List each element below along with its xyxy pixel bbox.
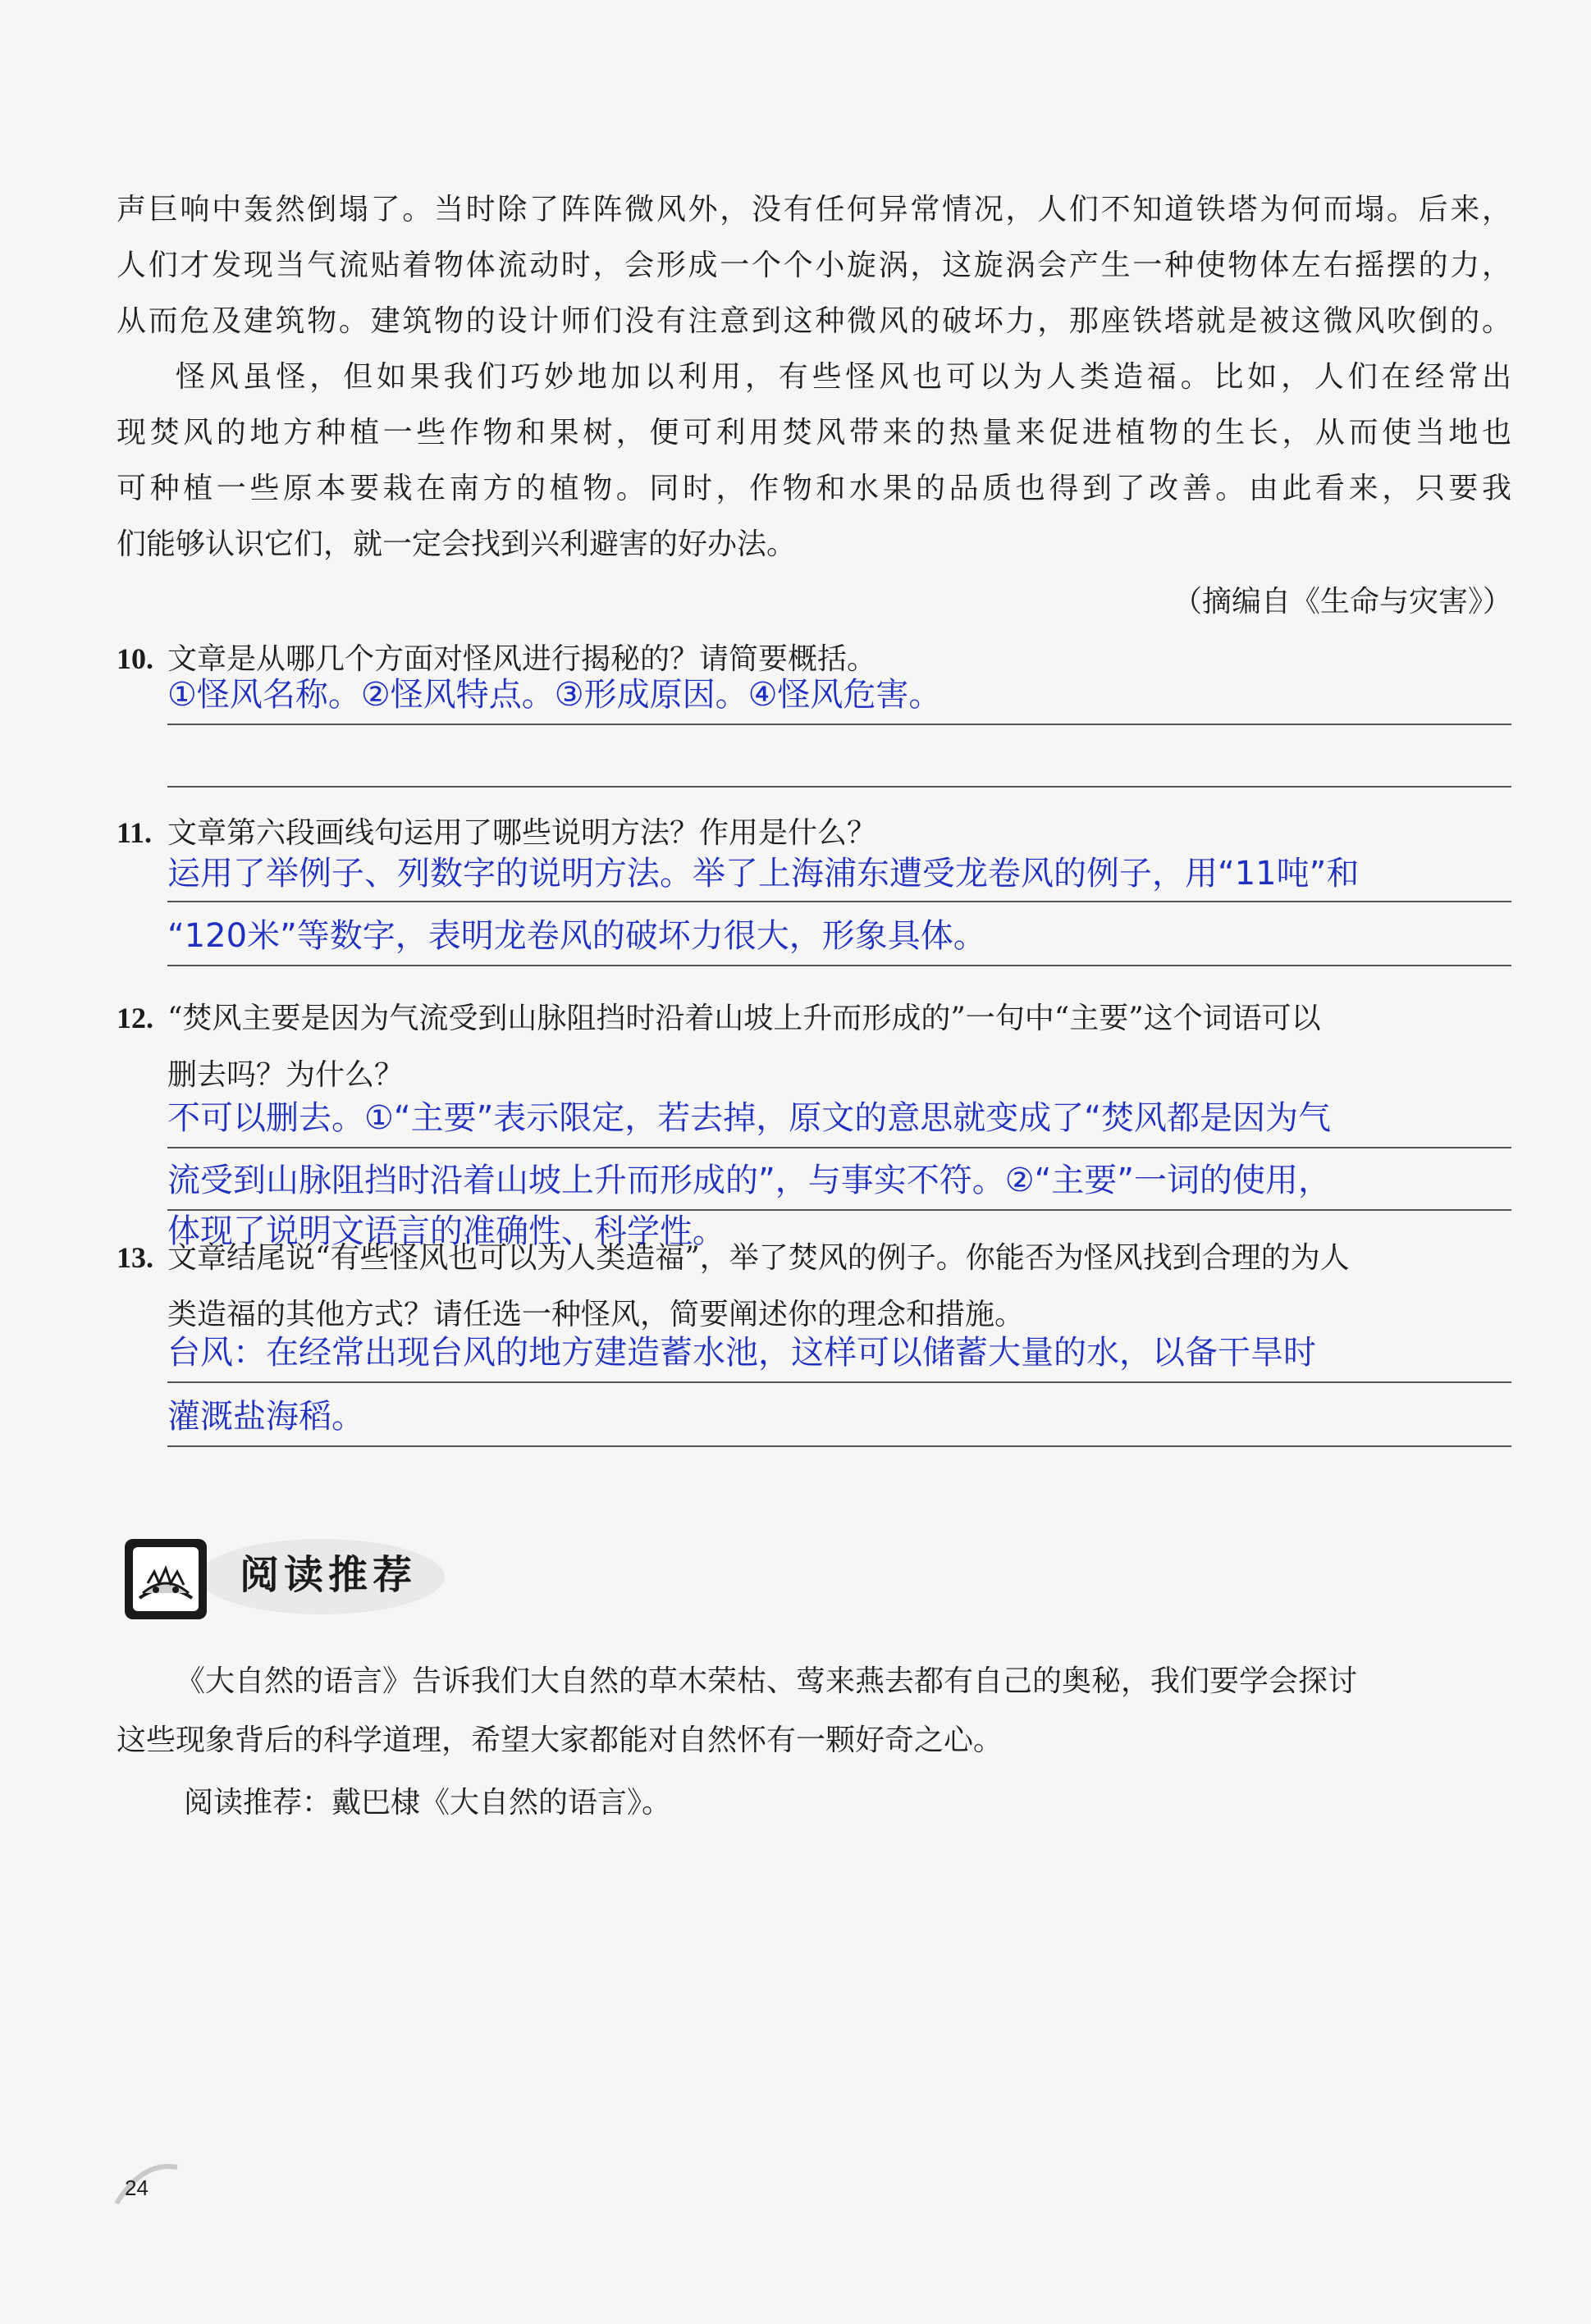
page-number: 24: [125, 2176, 149, 2200]
passage-line: 现焚风的地方种植一些作物和果树，便可利用焚风带来的热量来促进植物的生长，从而使当地也: [117, 416, 1511, 450]
answer-rule: [167, 724, 1511, 725]
answer-line: 体现了说明文语言的准确性、科学性。: [167, 1212, 725, 1250]
answer-rule: [167, 786, 1511, 788]
answer-rule: [167, 1147, 1511, 1148]
answer-line: ①怪风名称。②怪风特点。③形成原因。④怪风危害。: [167, 676, 942, 714]
question-number: 10.: [117, 642, 153, 675]
question-text: 删去吗？为什么？: [167, 1058, 405, 1092]
answer-line: 台风：在经常出现台风的地方建造蓄水池，这样可以储蓄大量的水，以备干旱时: [167, 1334, 1316, 1372]
answer-rule: [167, 901, 1511, 902]
reading-recommend-badge: [118, 1523, 446, 1628]
answer-rule: [167, 965, 1511, 966]
question-number: 11.: [117, 816, 153, 849]
passage-paragraph-2: [117, 349, 1511, 573]
recommend-book-line: 阅读推荐：戴巴棣《大自然的语言》。: [184, 1786, 672, 1819]
answer-line: 灌溉盐海稻。: [167, 1398, 364, 1436]
answer-line: 不可以删去。①“主要”表示限定，若去掉，原文的意思就变成了“焚风都是因为气: [167, 1099, 1332, 1137]
passage-paragraph-1: [117, 182, 1511, 349]
question-12: [117, 989, 1511, 1048]
answer-line: 流受到山脉阻挡时沿着山坡上升而形成的”，与事实不符。②“主要”一词的使用，: [167, 1162, 1332, 1199]
passage-line: 们能够认识它们，就一定会找到兴利避害的好办法。: [117, 527, 797, 561]
recommend-paragraph-line: 这些现象背后的科学道理，希望大家都能对自然怀有一颗好奇之心。: [117, 1724, 1004, 1757]
badge-title: 阅读推荐: [240, 1552, 418, 1598]
question-text: 类造福的其他方式？请任选一种怪风，简要阐述你的理念和措施。: [167, 1298, 1025, 1331]
answer-line: 运用了举例子、列数字的说明方法。举了上海浦东遭受龙卷风的例子，用“11吨”和: [167, 855, 1360, 893]
answer-rule: [167, 1381, 1511, 1383]
passage-line: 怪风虽怪，但如果我们巧妙地加以利用，有些怪风也可以为人类造福。比如，人们在经常出: [176, 360, 1511, 394]
question-number: 13.: [117, 1241, 153, 1274]
answer-rule: [167, 1445, 1511, 1447]
question-number: 12.: [117, 1002, 153, 1034]
passage-line: 可种植一些原本要栽在南方的植物。同时，作物和水果的品质也得到了改善。由此看来，只要我: [117, 472, 1511, 505]
recommend-paragraph-line: 《大自然的语言》告诉我们大自然的草木荣枯、莺来燕去都有自己的奥秘，我们要学会探讨: [176, 1664, 1358, 1698]
passage-line: 人们才发现当气流贴着物体流动时，会形成一个个小旋涡，这旋涡会产生一种使物体左右摇摆的力，: [117, 249, 1511, 282]
passage-source: （摘编自《生命与灾害》）: [1172, 585, 1512, 619]
passage-line: 从而危及建筑物。建筑物的设计师们没有注意到这种微风的破坏力，那座铁塔就是被这微风吹倒的。: [117, 304, 1511, 338]
question-text: “焚风主要是因为气流受到山脉阻挡时沿着山坡上升而形成的”一句中“主要”这个词语可以: [167, 1002, 1321, 1035]
question-text: 文章结尾说“有些怪风也可以为人类造福”，举了焚风的例子。你能否为怪风找到合理的为人: [167, 1241, 1350, 1275]
passage-line: 声巨响中轰然倒塌了。当时除了阵阵微风外，没有任何异常情况，人们不知道铁塔为何而塌。后来，: [117, 193, 1511, 226]
answer-line: “120米”等数字，表明龙卷风的破坏力很大，形象具体。: [167, 917, 986, 955]
question-text: 文章是从哪几个方面对怪风进行揭秘的？请简要概括。: [167, 642, 877, 676]
question-text: 文章第六段画线句运用了哪些说明方法？作用是什么？: [167, 816, 877, 850]
question-13: [117, 1229, 1511, 1287]
